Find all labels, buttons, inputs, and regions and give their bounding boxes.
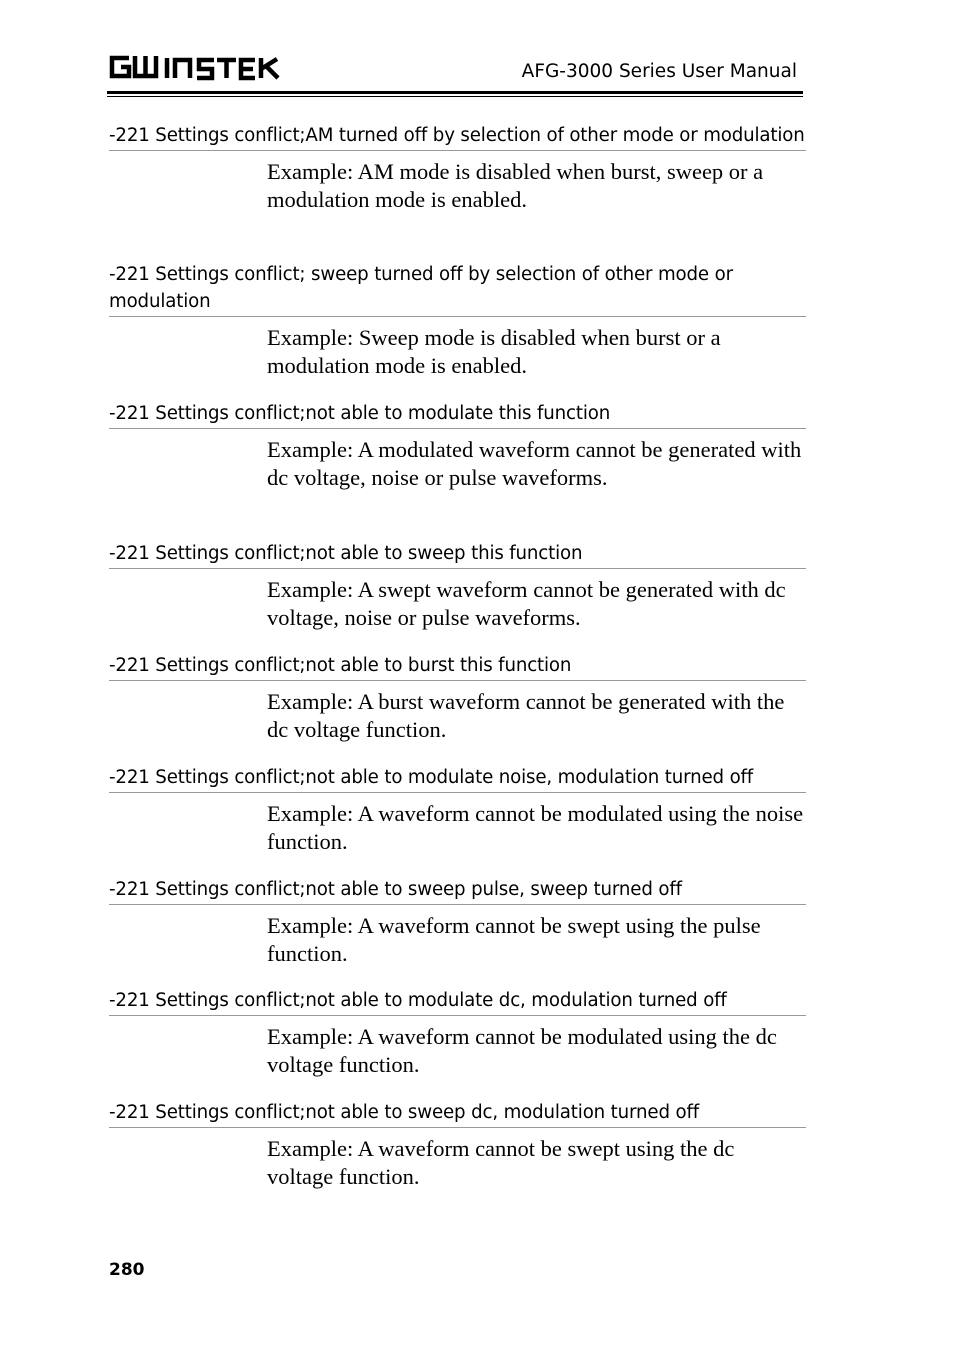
error-entry-description: Example: A waveform cannot be swept using the pulse function. [267, 913, 761, 966]
error-entry-title: -221 Settings conflict;not able to modulate noise, modulation turned off [109, 764, 806, 793]
error-entry [109, 1099, 806, 1191]
error-entry [109, 987, 806, 1079]
error-entry-description: Example: A burst waveform cannot be generated with the dc voltage function. [267, 689, 785, 742]
header-rule-thin [107, 96, 803, 97]
error-entry [109, 400, 806, 492]
error-entry-description: Example: AM mode is disabled when burst, sweep or a modulation mode is enabled. [267, 159, 764, 212]
error-entry [109, 764, 806, 856]
error-entry-description: Example: Sweep mode is disabled when burst or a modulation mode is enabled. [267, 325, 721, 378]
error-entry [109, 261, 806, 380]
error-entry [109, 122, 806, 214]
error-entry [109, 652, 806, 744]
error-entry-title: -221 Settings conflict;not able to sweep pulse, sweep turned off [109, 876, 806, 905]
header-rule [107, 91, 803, 94]
error-entry-title: -221 Settings conflict; sweep turned off by selection of other mode or modulation [109, 261, 806, 317]
error-entry-description: Example: A swept waveform cannot be generated with dc voltage, noise or pulse waveforms. [267, 577, 786, 630]
error-entry-description: Example: A modulated waveform cannot be generated with dc voltage, noise or pulse waveforms. [267, 437, 802, 490]
error-entry-description: Example: A waveform cannot be modulated using the dc voltage function. [267, 1024, 777, 1077]
error-entry-title: -221 Settings conflict;not able to sweep this function [109, 540, 806, 569]
error-entry-title: -221 Settings conflict;not able to modulate dc, modulation turned off [109, 987, 806, 1016]
manual-title: AFG-3000 Series User Manual [521, 61, 797, 82]
error-entry-title: -221 Settings conflict;not able to sweep dc, modulation turned off [109, 1099, 806, 1128]
error-entry-description: Example: A waveform cannot be swept using the dc voltage function. [267, 1136, 735, 1189]
error-entry-title: -221 Settings conflict;AM turned off by selection of other mode or modulation [109, 122, 806, 151]
error-entry [109, 876, 806, 968]
error-entry-title: -221 Settings conflict;not able to burst this function [109, 652, 806, 681]
page-number: 280 [109, 1260, 145, 1280]
gw-instek-logo [107, 52, 282, 82]
page-header [107, 52, 803, 98]
error-entry-title: -221 Settings conflict;not able to modulate this function [109, 400, 806, 429]
error-entry-description: Example: A waveform cannot be modulated using the noise function. [267, 801, 804, 854]
error-entry [109, 540, 806, 632]
